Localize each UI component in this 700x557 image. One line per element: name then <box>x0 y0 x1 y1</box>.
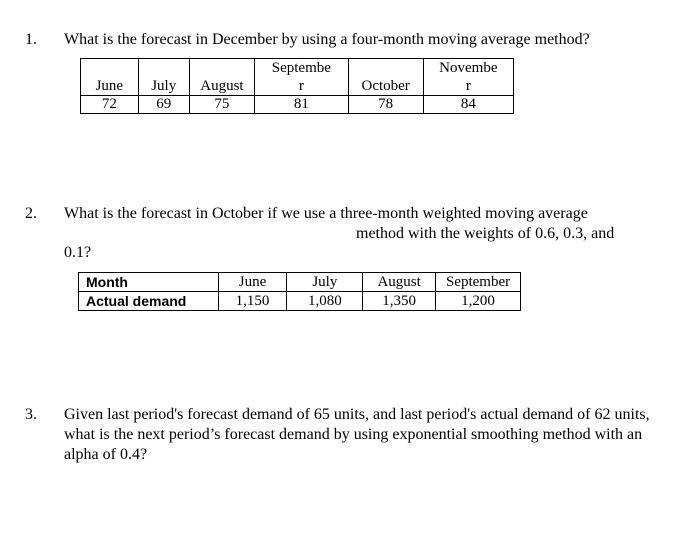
question-1-value-row <box>81 96 514 114</box>
question-3-line-3: alpha of 0.4? <box>64 446 148 463</box>
question-1-number: 1. <box>25 31 37 48</box>
question-2-table <box>78 272 521 311</box>
question-3-line-2: what is the next period’s forecast demand by using exponential smoothing method with an <box>64 426 643 443</box>
question-3-line-1: Given last period's forecast demand of 65 units, and last period's actual demand of 62 units, <box>64 406 650 423</box>
question-2-line-1: What is the forecast in October if we use a three-month weighted moving average <box>64 205 588 222</box>
value-cell: 72 <box>81 96 139 114</box>
month-cell: July <box>287 273 363 292</box>
month-row <box>79 273 521 292</box>
month-label: Month <box>79 273 219 292</box>
header-cell-september: Septembe r <box>255 59 349 96</box>
question-3-number: 3. <box>25 406 37 423</box>
header-cell-october: October <box>348 59 423 96</box>
question-2-number: 2. <box>25 205 37 222</box>
header-cell-august: August <box>189 59 254 96</box>
header-cell-july: July <box>138 59 189 96</box>
month-cell: June <box>218 273 287 292</box>
header-cell-june: June <box>81 59 139 96</box>
value-cell: 75 <box>189 96 254 114</box>
month-cell: August <box>363 273 436 292</box>
actual-demand-label: Actual demand <box>79 292 219 311</box>
demand-cell: 1,080 <box>287 292 363 311</box>
question-1-header-row <box>81 59 514 96</box>
question-2-line-2: method with the weights of 0.6, 0.3, and <box>356 225 615 242</box>
question-1-table <box>80 58 514 114</box>
month-cell: September <box>436 273 521 292</box>
actual-demand-row <box>79 292 521 311</box>
value-cell: 84 <box>423 96 513 114</box>
question-1-text: What is the forecast in December by using a four-month moving average method? <box>64 31 590 48</box>
question-2-line-3: 0.1? <box>64 244 92 261</box>
value-cell: 81 <box>255 96 349 114</box>
demand-cell: 1,350 <box>363 292 436 311</box>
value-cell: 78 <box>348 96 423 114</box>
value-cell: 69 <box>138 96 189 114</box>
header-cell-november: Novembe r <box>423 59 513 96</box>
demand-cell: 1,150 <box>218 292 287 311</box>
demand-cell: 1,200 <box>436 292 521 311</box>
